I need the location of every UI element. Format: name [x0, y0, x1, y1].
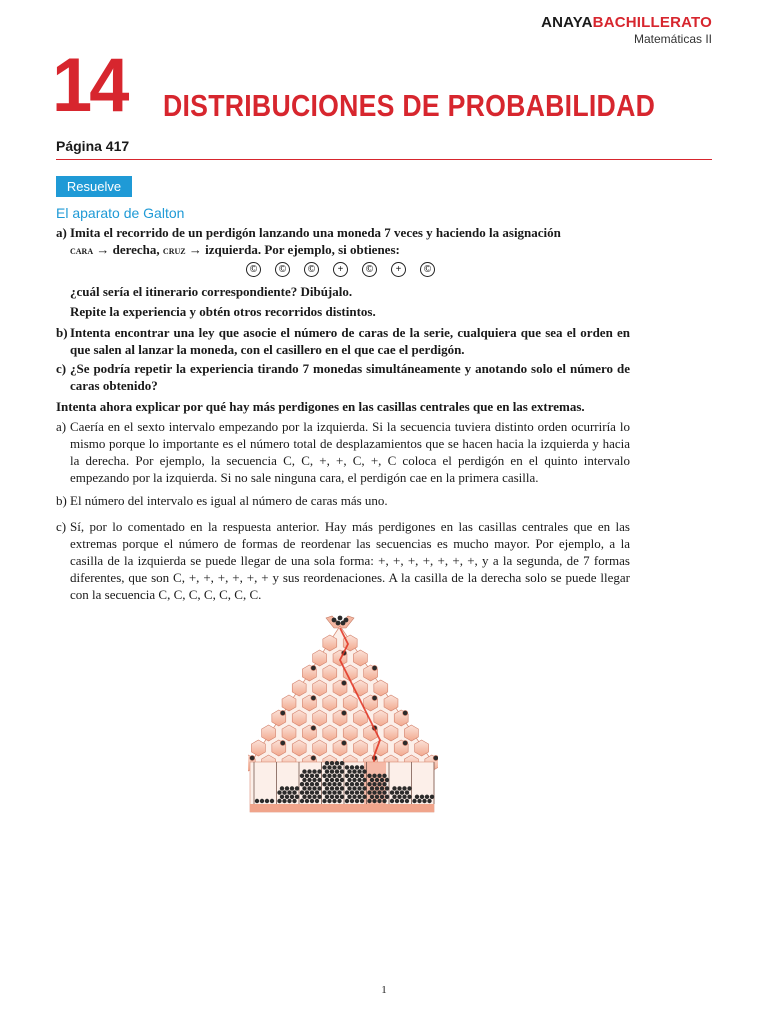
divider-rule [56, 159, 712, 160]
question-c-text: ¿Se podría repetir la experiencia tirando 7 monedas simultáneamente y anotando solo el número de caras obtenido? [70, 361, 630, 393]
answer-b-label: b) [56, 493, 67, 508]
question-a-mid2: → izquierda. Por ejemplo, si obtienes: [185, 242, 400, 257]
page-reference: Página 417 [56, 138, 130, 154]
question-b [56, 324, 630, 358]
galton-board-icon [248, 612, 438, 818]
answer-c-label: c) [56, 519, 67, 534]
coin-sequence [246, 262, 449, 278]
coin-icon: + [391, 262, 406, 277]
question-a-ask: ¿cuál sería el itinerario correspondiente? Dibújalo. [70, 284, 353, 299]
brand-bachillerato: BACHILLERATO [592, 14, 712, 31]
answer-b-text: El número del intervalo es igual al número de caras más uno. [70, 493, 388, 508]
question-c [56, 360, 630, 394]
answer-a [56, 418, 630, 486]
word-cruz: cruz [162, 243, 186, 257]
question-b-text: Intenta encontrar una ley que asocie el número de caras de la serie, cualquiera que sea el orden en que salen al lanzar la moneda, con el casillero en el que cae el perdigón. [70, 325, 630, 357]
subject-label: Matemáticas II [633, 32, 712, 46]
brand-logo [541, 14, 712, 32]
resuelve-badge: Resuelve [56, 176, 132, 197]
question-a-repeat: Repite la experiencia y obtén otros recorridos distintos. [70, 304, 376, 319]
question-a [56, 224, 630, 259]
coin-icon: © [304, 262, 319, 277]
question-c-label: c) [56, 361, 67, 376]
question-a-label: a) [56, 225, 67, 240]
coin-icon: © [362, 262, 377, 277]
word-cara: cara [70, 243, 94, 257]
question-a-line1: Imita el recorrido de un perdigón lanzando una moneda 7 veces y haciendo la asignación [70, 225, 561, 240]
coin-icon: © [420, 262, 435, 277]
question-a-mid1: → derecha, [93, 242, 163, 257]
answer-c [56, 518, 630, 603]
answer-b [56, 492, 630, 509]
coin-icon: © [246, 262, 261, 277]
question-b-label: b) [56, 325, 68, 340]
question-a-followup [56, 283, 630, 320]
answer-a-label: a) [56, 419, 67, 434]
coin-icon: + [333, 262, 348, 277]
chapter-number: 14 [52, 43, 127, 128]
answer-c-text: Sí, por lo comentado en la respuesta anterior. Hay más perdigones en las casillas centrales que en las extremas porque el número de formas de reordenar las secuencias es mucho mayor. Por ejemplo, a la casilla de la izquierda se puede llegar de una sola forma: +, +, +, +, +, +, +, y a la segunda, de 7 formas diferentes, que son C, +, +, +, +, +, + y sus reordenaciones. A la casilla de la derecha solo se puede llegar con la secuencia C, C, C, C, C, C, C. [70, 519, 630, 602]
brand-anaya: ANAYA [541, 14, 593, 31]
coin-icon: © [275, 262, 290, 277]
answer-a-text: Caería en el sexto intervalo empezando por la izquierda. Si la secuencia tuviera distinto orden ocurriría lo mismo porque lo importante es el número total de desplazamientos que se hacen hacia la izquierda y hacia la derecha. Por ejemplo, la secuencia C, C, +, +, C, +, C coloca el perdigón en el quinto intervalo empezando por la izquierda. Si no sale ninguna cara, el perdigón cae en la primera casilla. [70, 419, 630, 485]
question-final: Intenta ahora explicar por qué hay más perdigones en las casillas centrales que en las extremas. [56, 399, 585, 414]
page-number: 1 [381, 984, 387, 996]
section-title: El aparato de Galton [56, 205, 185, 221]
chapter-title: DISTRIBUCIONES DE PROBABILIDAD [163, 88, 656, 123]
brand-header [541, 14, 712, 46]
